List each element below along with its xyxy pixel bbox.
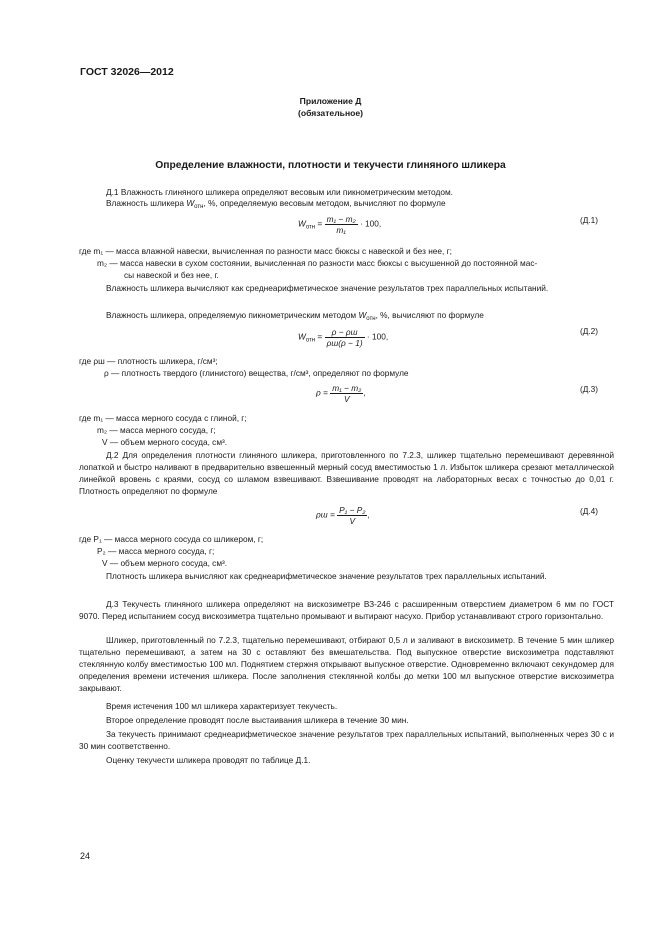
where-m2-cont: сы навеской и без нее, г. [124,270,219,280]
where-rho: ρ — плотность твердого (глинистого) вещества, г/см³, определяют по формуле [104,368,409,378]
paragraph-flow-time: Время истечения 100 мл шликера характеризует текучесть. [106,701,338,711]
where-p2: P₂ — масса мерного сосуда, г; [97,546,215,556]
paragraph-d1: Д.1 Влажность глиняного шликера определяют весовым или пикнометрическим методом. [106,187,453,197]
paragraph-average-2: Плотность шликера вычисляют как среднеарифметическое значение результатов трех параллельных испытаний. [106,571,547,581]
where-m1: где m₁ — масса влажной навески, вычисленная по разности масс бюксы с навеской и без нее, г; [79,246,452,256]
paragraph-second-test: Второе определение проводят после выстаивания шликера в течение 30 мин. [106,715,409,725]
equation-d4: ρш = $\frac{\text{P₁ − P₂}}{V}$ , [316,505,370,526]
where-v-vessel: V — объем мерного сосуда, см³. [102,437,228,447]
paragraph-flow-average: За текучесть принимают среднеарифметическое значение результатов трех параллельных испытаний, выполненных через 30 с и 30 мин соответственно. [79,729,614,752]
where-m2: m₂ — масса навески в сухом состоянии, вычисленная по разности масс бюксы с высушенной до постоянной мас- [97,258,538,268]
equation-number-d3: (Д.3) [580,384,599,394]
where-rho-sh: где ρш — плотность шликера, г/см³; [79,356,218,366]
equation-number-d1: (Д.1) [580,215,599,225]
paragraph-d2: Д.2 Для определения плотности глиняного шликера, приготовленного по 7.2.3, шликер тщательно перемешивают деревянной лопаткой и быстро наливают в предварительно взвешенный мерный сосуд вместимостью 1 л. Избыток шликера срезают металлической линейкой вровень с краями, сосуд со шламом взвешивают. Взвешивание проводят на лабораторных весах с точностью до 0,01 г. Плотность определяют по формуле [79,450,614,497]
equation-number-d4: (Д.4) [580,506,599,516]
document-header: ГОСТ 32026—2012 [80,66,174,78]
paragraph-table-ref: Оценку текучести шликера проводят по таблице Д.1. [106,755,311,765]
paragraph-slip-procedure: Шликер, приготовленный по 7.2.3, тщательно перемешивают, отбирают 0,5 л и заливают в вискозиметр. В течение 5 мин шликер тщательно перемешивают, а затем на 30 с оставляют без вмешательства. Под выпускное отверстие вискозиметра подставляют стеклянную колбу вместимостью 100 мл. Поднятием стержня открывают выпускное отверстие. Одновременно включают секундомер для определения времени истечения шликера. После заполнения стеклянной колбы до метки 100 мл выпускное отверстие вискозиметра закрывают. [79,635,614,694]
where-m1-vessel: где m₁ — масса мерного сосуда с глиной, г; [79,413,247,423]
page-number: 24 [80,851,91,861]
paragraph-w2-intro: Влажность шликера, определяемую пикнометрическим методом $W_{отн}$, %, вычисляют по формуле [106,310,484,322]
paragraph-d3: Д.3 Текучесть глиняного шликера определяют на вискозиметре ВЗ-246 с расширенным отверстием диаметром 6 мм по ГОСТ 9070. Перед испытанием сосуд вискозиметра тщательно промывают и вытирают насухо. Прибор устанавливают строго горизонтально. [79,599,614,622]
where-m2-vessel: m₂ — масса мерного сосуда, г; [97,425,216,435]
equation-d1: $W_{отн}$ = $\frac{\text{m₁ − m₂}}{\text{m₁}}$ · 100, [298,214,382,235]
section-title: Определение влажности, плотности и текучести глиняного шликера [155,160,506,171]
paragraph-w1-intro: Влажность шликера $W_{отн}$, %, определяемую весовым методом, вычисляют по формуле [106,198,446,210]
equation-d3: ρ = $\frac{\text{m₁ − m₂}}{V}$ , [316,383,366,404]
appendix-title: Приложение Д [299,96,362,106]
where-v-slip: V — объем мерного сосуда, см³. [102,558,228,568]
appendix-status: (обязательное) [297,108,364,118]
equation-number-d2: (Д.2) [580,326,599,336]
equation-d2: $W_{отн}$ = $\frac{\rho - \rho ш}{\rho ш(\rho - 1)}$ · 100, [298,327,389,348]
paragraph-average-1: Влажность шликера вычисляют как среднеарифметическое значение результатов трех параллельных испытаний. [106,283,549,293]
where-p1: где P₁ — масса мерного сосуда со шликером, г; [79,534,264,544]
